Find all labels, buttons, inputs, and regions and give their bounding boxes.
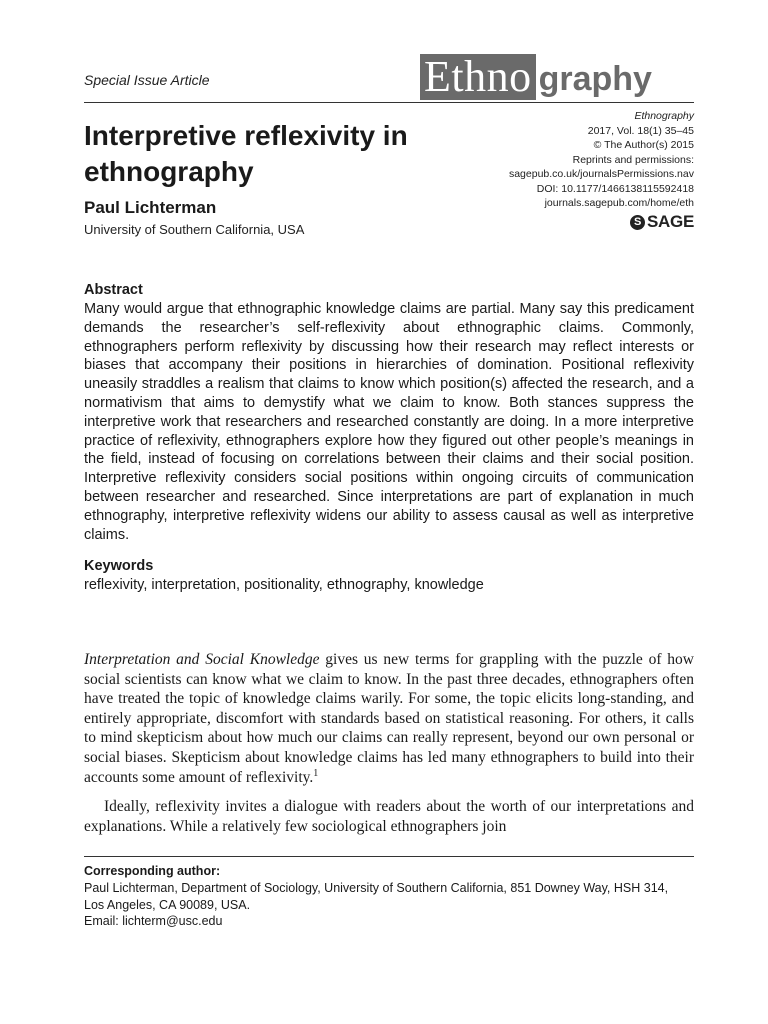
keywords-heading: Keywords (84, 558, 154, 574)
reprints-label: Reprints and permissions: (572, 153, 694, 166)
corresponding-author-details (84, 880, 704, 930)
publisher-logo (630, 212, 694, 232)
body-paragraph (84, 650, 694, 787)
publisher-name: SAGE (647, 212, 694, 231)
publication-metadata (434, 109, 694, 211)
journal-logo (420, 50, 652, 100)
journal-name: Ethnography (634, 110, 694, 122)
body-paragraph: Ideally, reflexivity invites a dialogue with readers about the worth of our interpretations and explanations. While a relatively few sociological ethnographers join (84, 798, 694, 835)
journal-logo-text: graphy (538, 60, 652, 98)
author-affiliation: University of Southern California, USA (84, 222, 305, 237)
doi[interactable]: DOI: 10.1177/1466138115592418 (536, 182, 694, 195)
author-name: Paul Lichterman (84, 198, 217, 217)
corresponding-address-line: Los Angeles, CA 90089, USA. (84, 897, 251, 912)
footnote-divider (84, 856, 694, 857)
abstract-heading: Abstract (84, 282, 143, 298)
copyright-notice: © The Author(s) 2015 (593, 139, 694, 151)
cited-book-title: Interpretation and Social Knowledge (84, 651, 320, 668)
issue-label: Special Issue Article (84, 72, 210, 88)
footnote-reference[interactable]: 1 (313, 767, 319, 779)
keywords-list: reflexivity, interpretation, positionality, ethnography, knowledge (84, 577, 484, 593)
header-divider (84, 102, 694, 103)
abstract-text: Many would argue that ethnographic knowledge claims are partial. Many say this predicament demands the researcher’s self-reflexivity about ethnographic claims. Commonly, ethnographers perform reflexivity by discussing how their research may reflect interests or biases that accompany their positions in hierarchies of domination. Positional reflexivity uneasily straddles a realism that claims to know which position(s) affected the research, and a normativism that aims to demystify what we claim to know. Both stances suppress the interpretive work that researchers and researched constantly are doing. In a more interpretive practice of reflexivity, ethnographers explore how they figured out other people’s meanings in the field, instead of focusing on correlations between their claims and their social position. Interpretive reflexivity considers social positions within ongoing circuits of communication between researcher and researched. Since interpretations are part of explanation in much ethnography, interpretive reflexivity widens our ability to assess causal as well as interpretive claims. (84, 301, 694, 543)
corresponding-author-heading: Corresponding author: (84, 864, 221, 878)
article-title: Interpretive reflexivity in ethnography (84, 120, 408, 187)
sage-icon: S (630, 215, 645, 230)
journal-url[interactable]: journals.sagepub.com/home/eth (544, 197, 694, 209)
corresponding-email[interactable]: Email: lichterm@usc.edu (84, 914, 223, 928)
corresponding-address-line: Paul Lichterman, Department of Sociology, University of Southern California, 851 Downey Way, HSH 314, (84, 881, 669, 895)
reprints-link[interactable]: sagepub.co.uk/journalsPermissions.nav (508, 168, 694, 180)
volume-info: 2017, Vol. 18(1) 35–45 (587, 124, 694, 137)
journal-logo-boxed-text: Ethno (420, 54, 536, 100)
paragraph-text: gives us new terms for grappling with the puzzle of how social scientists can know what we claim to know. In the past three decades, ethnographers often have treated the topic of knowledge claims warily. For some, the topic elicits long-standing, and entirely appropriate, discomfort with standards based on statistical reasoning. For others, it calls to mind skepticism about how much our claims can really represent, beyond our own personal or social biases. Skepticism about knowledge claims has led many ethnographers to build into their accounts some amount of reflexivity. (84, 651, 694, 786)
